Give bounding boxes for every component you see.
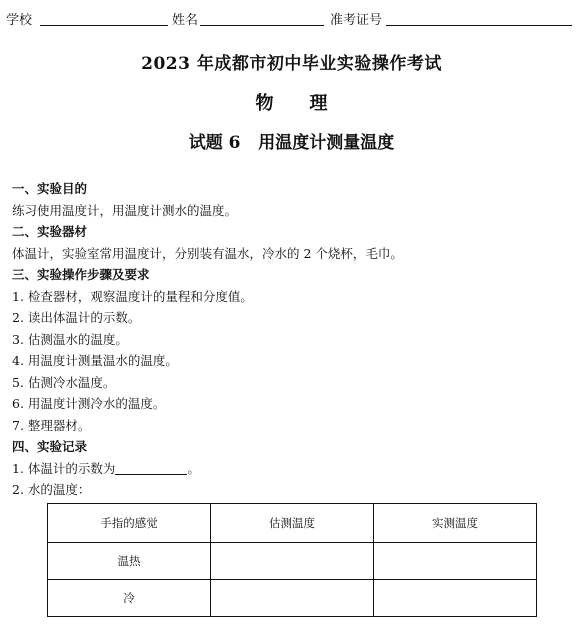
record-item-suffix: 。 — [187, 460, 200, 476]
purpose-heading: 一、实验目的 — [12, 181, 88, 196]
school-field[interactable] — [40, 25, 168, 26]
exam-header-fields — [0, 7, 583, 29]
exam-body — [12, 178, 577, 501]
exam-id-field[interactable] — [386, 25, 572, 26]
exam-id-label: 准考证号 — [330, 13, 383, 28]
table-cell: 冷 — [48, 580, 211, 617]
step-item: 1. 检查器材，观察温度计的量程和分度值。 — [12, 288, 253, 304]
table-cell-input[interactable] — [374, 543, 537, 580]
step-item: 7. 整理器材。 — [12, 417, 91, 433]
step-item: 5. 估测冷水温度。 — [12, 374, 116, 390]
materials-text: 体温计，实验室常用温度计，分别装有温水，冷水的 2 个烧杯，毛巾。 — [12, 245, 403, 261]
record-heading: 四、实验记录 — [12, 439, 88, 454]
table-header-cell: 实测温度 — [374, 504, 537, 543]
exam-title: 2023 年成都市初中毕业实验操作考试 — [141, 54, 442, 74]
steps-heading: 三、实验操作步骤及要求 — [12, 267, 150, 282]
school-label: 学校 — [6, 13, 33, 28]
thermometer-reading-blank[interactable] — [115, 460, 187, 475]
name-label: 姓名 — [172, 13, 199, 28]
record-item-prefix: 1. 体温计的示数为 — [12, 460, 116, 476]
name-field[interactable] — [200, 25, 324, 26]
table-cell: 温热 — [48, 543, 211, 580]
record-item-thermometer — [12, 458, 577, 480]
step-item: 2. 读出体温计的示数。 — [12, 310, 141, 325]
experiment-title: 试题 6 用温度计测量温度 — [188, 133, 395, 153]
purpose-text: 练习使用温度计，用温度计测水的温度。 — [12, 202, 238, 218]
table-cell-input[interactable] — [211, 543, 374, 580]
table-header-cell: 估测温度 — [211, 504, 374, 543]
table-header-row — [48, 504, 537, 543]
table-row — [48, 580, 537, 617]
materials-heading: 二、实验器材 — [12, 224, 88, 239]
table-cell-input[interactable] — [211, 580, 374, 617]
step-item: 3. 估测温水的温度。 — [12, 331, 128, 347]
table-cell-input[interactable] — [374, 580, 537, 617]
step-item: 4. 用温度计测量温水的温度。 — [12, 353, 178, 368]
record-item-water-temp: 2. 水的温度： — [12, 482, 91, 497]
temperature-record-table — [47, 503, 537, 617]
step-item: 6. 用温度计测冷水的温度。 — [12, 396, 166, 411]
table-row — [48, 543, 537, 580]
subject-title: 物理 — [255, 93, 364, 114]
table-header-cell: 手指的感觉 — [48, 504, 211, 543]
